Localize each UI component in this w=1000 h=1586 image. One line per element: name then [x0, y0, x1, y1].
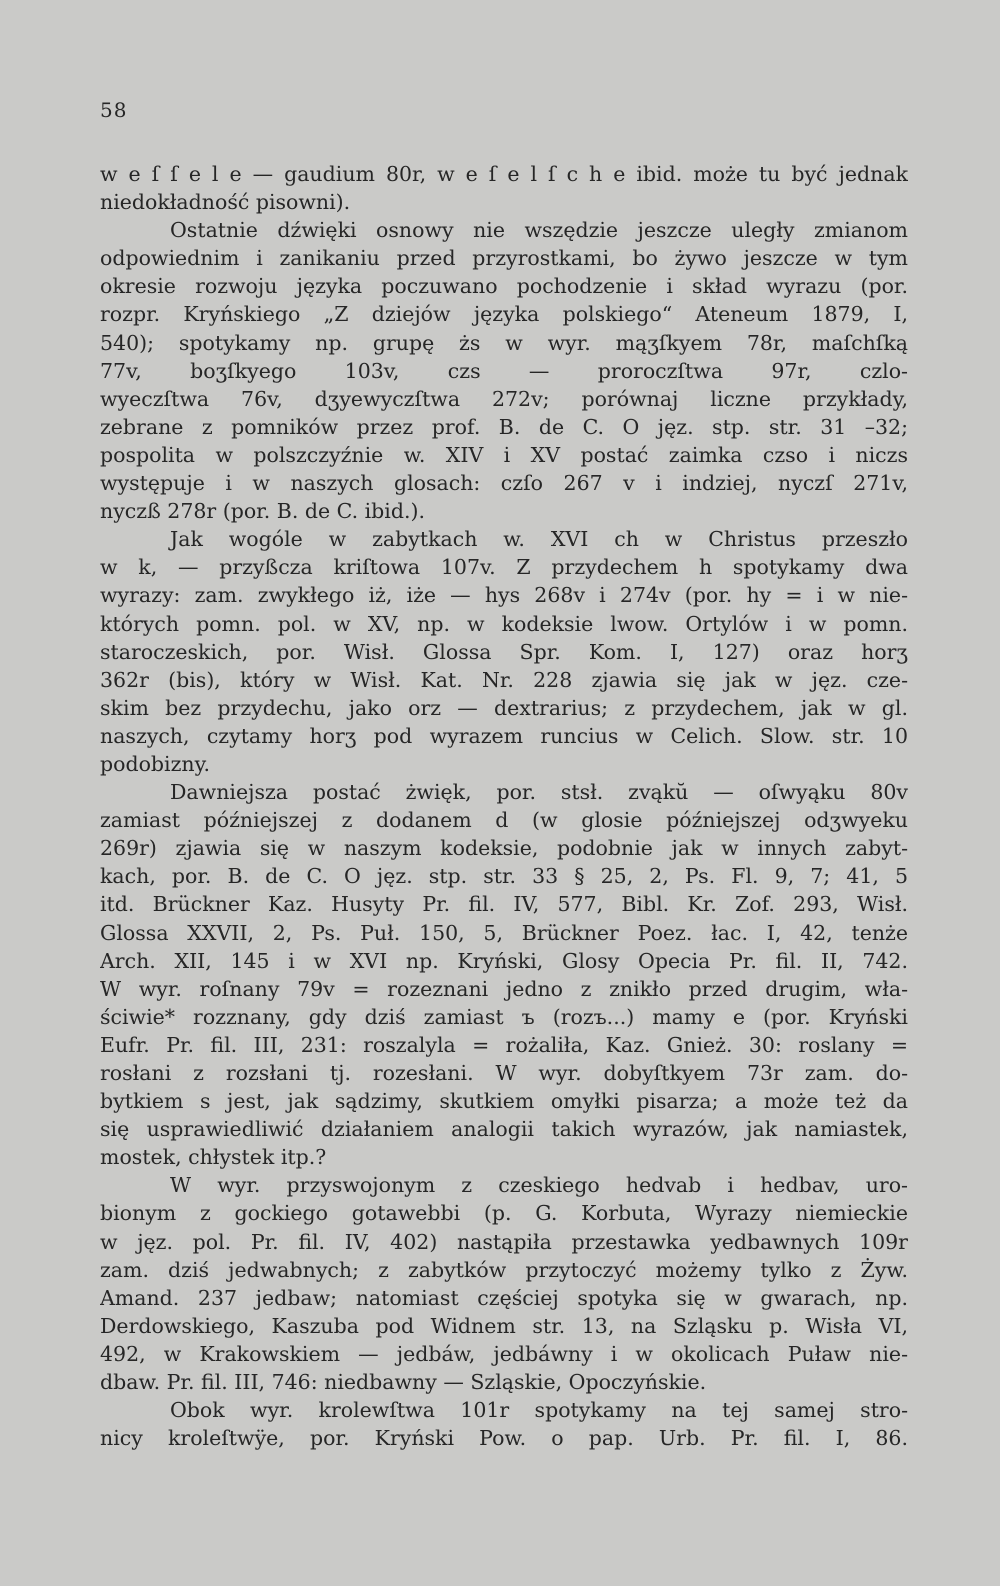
text-line: Arch. XII, 145 i w XVI np. Kryński, Glosy Opecia Pr. fil. II, 742. — [100, 948, 908, 973]
text-line: 362r (bis), który w Wisł. Kat. Nr. 228 zjawia się jak w jęz. cze- — [100, 667, 908, 692]
text-line: Eufr. Pr. fil. III, 231: roszalyla = rożaliła, Kaz. Gnież. 30: roslany = — [100, 1032, 908, 1057]
text-line: nicy kroleſtwÿe, por. Kryński Pow. o pap. Urb. Pr. fil. I, 86. — [100, 1426, 908, 1451]
text-line: rosłani z rozsłani tj. rozesłani. W wyr. dobyſtkyem 73r zam. do- — [100, 1061, 908, 1085]
body-text — [100, 160, 908, 1452]
text-line: w k, — przyßcza kriſtowa 107v. Z przydechem h spotykamy dwa — [100, 555, 908, 580]
text-line: nyczß 278r (por. B. de C. ibid.). — [100, 499, 426, 524]
text-line: kach, por. B. de C. O jęz. stp. str. 33 § 25, 2, Ps. Fl. 9, 7; 41, 5 — [100, 864, 908, 889]
text-line: w e ſ ſ e l e — gaudium 80r, w e ſ e l ſ c h e ibid. może tu być jednak — [100, 162, 908, 186]
text-line: których pomn. pol. w XV, np. w kodeksie lwow. Ortylów i w pomn. — [100, 611, 908, 636]
text-line: 540); spotykamy np. grupę żs w wyr. mąʒſkyem 78r, maſchſką — [100, 330, 908, 355]
text-line: itd. Brückner Kaz. Husyty Pr. fil. IV, 577, Bibl. Kr. Zof. 293, Wisł. — [100, 892, 908, 917]
text-line: 77v, boʒſkyego 103v, czs — proroczſtwa 97r, czlo- — [100, 358, 908, 383]
text-line: zamiast późniejszej z dodanem d (w glosie późniejszej odʒwyeku — [100, 808, 908, 833]
page-number: 58 — [100, 98, 128, 122]
text-line: zebrane z pomników przez prof. B. de C. O jęz. stp. str. 31 –32; — [100, 414, 908, 439]
text-line: odpowiednim i zanikaniu przed przyrostkami, bo żywo jeszcze w tym — [100, 246, 908, 271]
text-line: pospolita w polszczyźnie w. XIV i XV postać zaimka czso i niczs — [100, 442, 908, 467]
text-line: bytkiem s jest, jak sądzimy, skutkiem omyłki pisarza; a może też da — [100, 1089, 908, 1114]
text-line: skim bez przydechu, jako orz — dextrarius; z przydechem, jak w gl. — [100, 695, 908, 720]
text-line: Jak wogóle w zabytkach w. XVI ch w Christus przeszło — [170, 527, 908, 552]
text-line: występuje i w naszych glosach: czſo 267 v i indziej, nyczſ 271v, — [100, 471, 908, 496]
text-line: ściwie* rozznany, gdy dziś zamiast ъ (rozъ...) mamy e (por. Kryński — [100, 1004, 908, 1029]
text-line: 269r) zjawia się w naszym kodeksie, podobnie jak w innych zabyt- — [100, 836, 908, 861]
text-line: rozpr. Kryńskiego „Z dziejów języka polskiego“ Ateneum 1879, I, — [100, 302, 908, 327]
text-line: bionym z gockiego gotawebbi (p. G. Korbuta, Wyrazy niemieckie — [100, 1201, 908, 1226]
text-line: Amand. 237 jedbaw; natomiast częściej spotyka się w gwarach, np. — [100, 1285, 908, 1310]
text-line: okresie rozwoju języka poczuwano pochodzenie i skład wyrazu (por. — [100, 274, 908, 299]
text-line: dbaw. Pr. fil. III, 746: niedbawny — Szląskie, Opoczyńskie. — [100, 1370, 707, 1395]
text-line: staroczeskich, por. Wisł. Glossa Spr. Kom. I, 127) oraz horʒ — [100, 639, 908, 664]
text-line: Glossa XXVII, 2, Ps. Puł. 150, 5, Brückner Poez. łac. I, 42, tenże — [100, 920, 908, 945]
text-line: niedokładność pisowni). — [100, 190, 351, 215]
text-line: podobizny. — [100, 751, 210, 776]
text-line: wyrazy: zam. zwykłego iż, iże — hys 268v i 274v (por. hy = i w nie- — [100, 583, 908, 608]
text-line: w jęz. pol. Pr. fil. IV, 402) nastąpiła przestawka yedbawnych 109r — [100, 1229, 908, 1254]
text-line: się usprawiedliwić działaniem analogii takich wyrazów, jak namiastek, — [100, 1117, 908, 1142]
text-line: zam. dziś jedwabnych; z zabytków przytoczyć możemy tylko z Żyw. — [100, 1257, 908, 1282]
text-line: W wyr. roſnany 79v = rozeznani jedno z znikło przed drugim, wła- — [100, 976, 908, 1001]
text-line: W wyr. przyswojonym z czeskiego hedvab i hedbav, uro- — [170, 1173, 908, 1198]
text-line: 492, w Krakowskiem — jedbáw, jedbáwny i w okolicach Puław nie- — [100, 1341, 908, 1366]
text-line: naszych, czytamy horʒ pod wyrazem runcius w Celich. Slow. str. 10 — [100, 723, 908, 748]
text-line: Dawniejsza postać żwięk, por. stsł. zvąkŭ — oſwyąku 80v — [170, 780, 908, 805]
text-line: mostek, chłystek itp.? — [100, 1145, 327, 1170]
text-line: wyeczſtwa 76v, dʒyewyczſtwa 272v; porównaj liczne przykłady, — [100, 386, 908, 411]
text-line: Obok wyr. krolewſtwa 101r spotykamy na tej samej stro- — [170, 1398, 908, 1423]
text-line: Ostatnie dźwięki osnowy nie wszędzie jeszcze uległy zmianom — [170, 218, 908, 243]
text-line: Derdowskiego, Kaszuba pod Widnem str. 13, na Szląsku p. Wisła VI, — [100, 1313, 908, 1338]
